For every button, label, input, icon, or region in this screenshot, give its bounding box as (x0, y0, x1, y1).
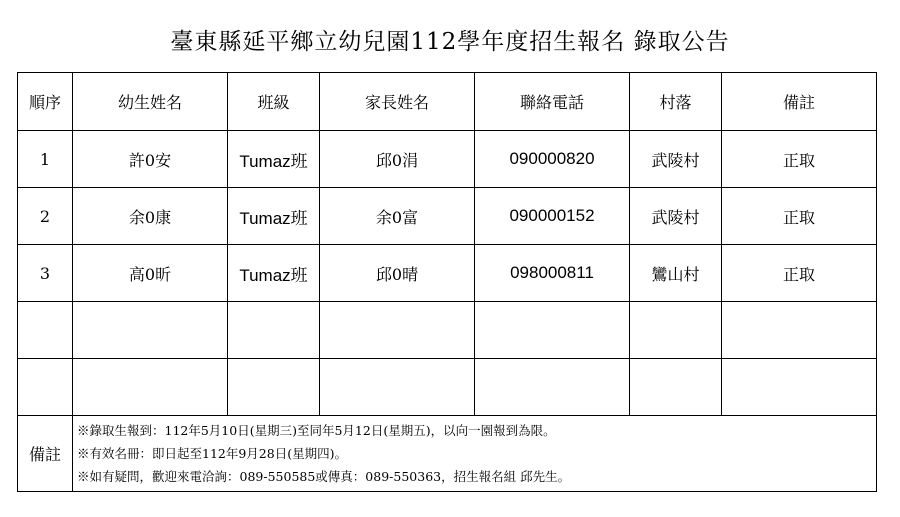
cell-village: 鸞山村 (630, 245, 722, 302)
empty-cell (18, 359, 73, 416)
cell-village: 武陵村 (630, 131, 722, 188)
table-header-row (18, 73, 877, 131)
cell-child-name: 余0康 (73, 188, 228, 245)
cell-phone: 090000152 (475, 188, 630, 245)
empty-cell (722, 359, 877, 416)
header-seq: 順序 (18, 73, 73, 131)
empty-cell (73, 359, 228, 416)
cell-seq: 3 (18, 245, 73, 302)
table-row (18, 131, 877, 188)
empty-cell (722, 302, 877, 359)
note-line-validity: ※有效名冊：即日起至112年9月28日(星期四)。 (77, 446, 347, 461)
cell-parent-name: 邱0涓 (320, 131, 475, 188)
cell-parent-name: 余0富 (320, 188, 475, 245)
header-village: 村落 (630, 73, 722, 131)
notes-row (18, 416, 877, 492)
cell-phone: 098000811 (475, 245, 630, 302)
notes-content (73, 416, 877, 492)
note-line-registration: ※錄取生報到：112年5月10日(星期三)至同年5月12日(星期五)，以向一園報到為限。 (77, 423, 556, 438)
table-row (18, 245, 877, 302)
cell-seq: 2 (18, 188, 73, 245)
empty-cell (630, 302, 722, 359)
page-title: 臺東縣延平鄉立幼兒園112學年度招生報名 錄取公告 (170, 29, 730, 55)
empty-cell (73, 302, 228, 359)
cell-child-name: 高0昕 (73, 245, 228, 302)
notes-label: 備註 (18, 416, 73, 492)
header-phone: 聯絡電話 (475, 73, 630, 131)
cell-village: 武陵村 (630, 188, 722, 245)
empty-cell (228, 359, 320, 416)
empty-table-row (18, 359, 877, 416)
empty-cell (228, 302, 320, 359)
cell-phone: 090000820 (475, 131, 630, 188)
table-row (18, 188, 877, 245)
cell-class: Tumaz班 (228, 245, 320, 302)
cell-class: Tumaz班 (228, 131, 320, 188)
header-parent-name: 家長姓名 (320, 73, 475, 131)
cell-class: Tumaz班 (228, 188, 320, 245)
cell-seq: 1 (18, 131, 73, 188)
empty-table-row (18, 302, 877, 359)
empty-cell (320, 302, 475, 359)
cell-note: 正取 (722, 245, 877, 302)
cell-note: 正取 (722, 188, 877, 245)
admission-table (17, 72, 877, 492)
header-child-name: 幼生姓名 (73, 73, 228, 131)
empty-cell (320, 359, 475, 416)
cell-note: 正取 (722, 131, 877, 188)
header-class: 班級 (228, 73, 320, 131)
cell-parent-name: 邱0晴 (320, 245, 475, 302)
cell-child-name: 許0安 (73, 131, 228, 188)
note-line-contact: ※如有疑問，歡迎來電洽詢：089-550585或傳真：089-550363，招生報名組 邱先生。 (77, 469, 571, 484)
empty-cell (475, 359, 630, 416)
empty-cell (630, 359, 722, 416)
header-note: 備註 (722, 73, 877, 131)
empty-cell (475, 302, 630, 359)
empty-cell (18, 302, 73, 359)
